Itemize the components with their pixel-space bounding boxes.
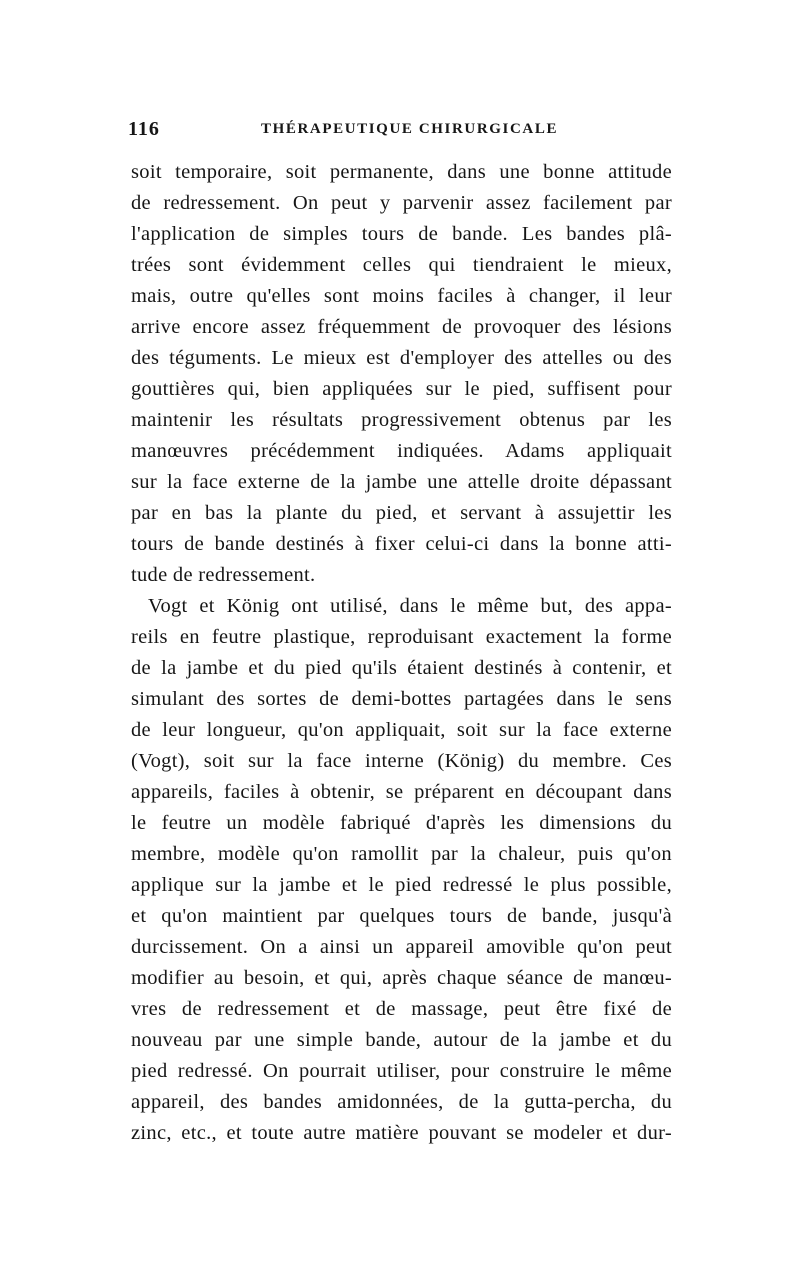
text-line: simulant des sortes de demi-bottes partagées dans le sens bbox=[131, 688, 672, 710]
text-line: nouveau par une simple bande, autour de la jambe et du bbox=[131, 1029, 672, 1051]
text-line: le feutre un modèle fabriqué d'après les dimensions du bbox=[131, 812, 672, 834]
text-line: des téguments. Le mieux est d'employer des attelles ou des bbox=[131, 347, 672, 369]
text-line: et qu'on maintient par quelques tours de bande, jusqu'à bbox=[131, 905, 672, 927]
text-line: modifier au besoin, et qui, après chaque séance de manœu- bbox=[131, 967, 672, 989]
text-line: vres de redressement et de massage, peut être fixé de bbox=[131, 998, 672, 1020]
text-line: arrive encore assez fréquemment de provoquer des lésions bbox=[131, 316, 672, 338]
paragraph-first-line: Vogt et König ont utilisé, dans le même but, des appa- bbox=[148, 595, 672, 617]
text-line: de la jambe et du pied qu'ils étaient destinés à contenir, et bbox=[131, 657, 672, 679]
page-number: 116 bbox=[128, 118, 160, 140]
text-line: l'application de simples tours de bande. Les bandes plâ- bbox=[131, 223, 672, 245]
text-line: (Vogt), soit sur la face interne (König) du membre. Ces bbox=[131, 750, 672, 772]
text-line: reils en feutre plastique, reproduisant exactement la forme bbox=[131, 626, 672, 648]
text-line: membre, modèle qu'on ramollit par la chaleur, puis qu'on bbox=[131, 843, 672, 865]
text-line: appareils, faciles à obtenir, se préparent en découpant dans bbox=[131, 781, 672, 803]
text-line: de redressement. On peut y parvenir assez facilement par bbox=[131, 192, 672, 214]
text-line: sur la face externe de la jambe une attelle droite dépassant bbox=[131, 471, 672, 493]
text-line: maintenir les résultats progressivement obtenus par les bbox=[131, 409, 672, 431]
text-line: zinc, etc., et toute autre matière pouvant se modeler et dur- bbox=[131, 1122, 672, 1144]
text-line: durcissement. On a ainsi un appareil amovible qu'on peut bbox=[131, 936, 672, 958]
running-title: THÉRAPEUTIQUE CHIRURGICALE bbox=[261, 121, 559, 137]
text-line: gouttières qui, bien appliquées sur le pied, suffisent pour bbox=[131, 378, 672, 400]
running-head bbox=[128, 118, 673, 144]
text-line: tours de bande destinés à fixer celui-ci dans la bonne atti- bbox=[131, 533, 672, 555]
text-line: de leur longueur, qu'on appliquait, soit sur la face externe bbox=[131, 719, 672, 741]
text-line: soit temporaire, soit permanente, dans une bonne attitude bbox=[131, 161, 672, 183]
text-line: appareil, des bandes amidonnées, de la gutta-percha, du bbox=[131, 1091, 672, 1113]
text-line: par en bas la plante du pied, et servant à assujettir les bbox=[131, 502, 672, 524]
text-line: trées sont évidemment celles qui tiendraient le mieux, bbox=[131, 254, 672, 276]
paragraph-last-line: tude de redressement. bbox=[131, 564, 316, 586]
text-line: applique sur la jambe et le pied redressé le plus possible, bbox=[131, 874, 672, 896]
text-line: pied redressé. On pourrait utiliser, pour construire le même bbox=[131, 1060, 672, 1082]
text-line: mais, outre qu'elles sont moins faciles à changer, il leur bbox=[131, 285, 672, 307]
text-line: manœuvres précédemment indiquées. Adams appliquait bbox=[131, 440, 672, 462]
